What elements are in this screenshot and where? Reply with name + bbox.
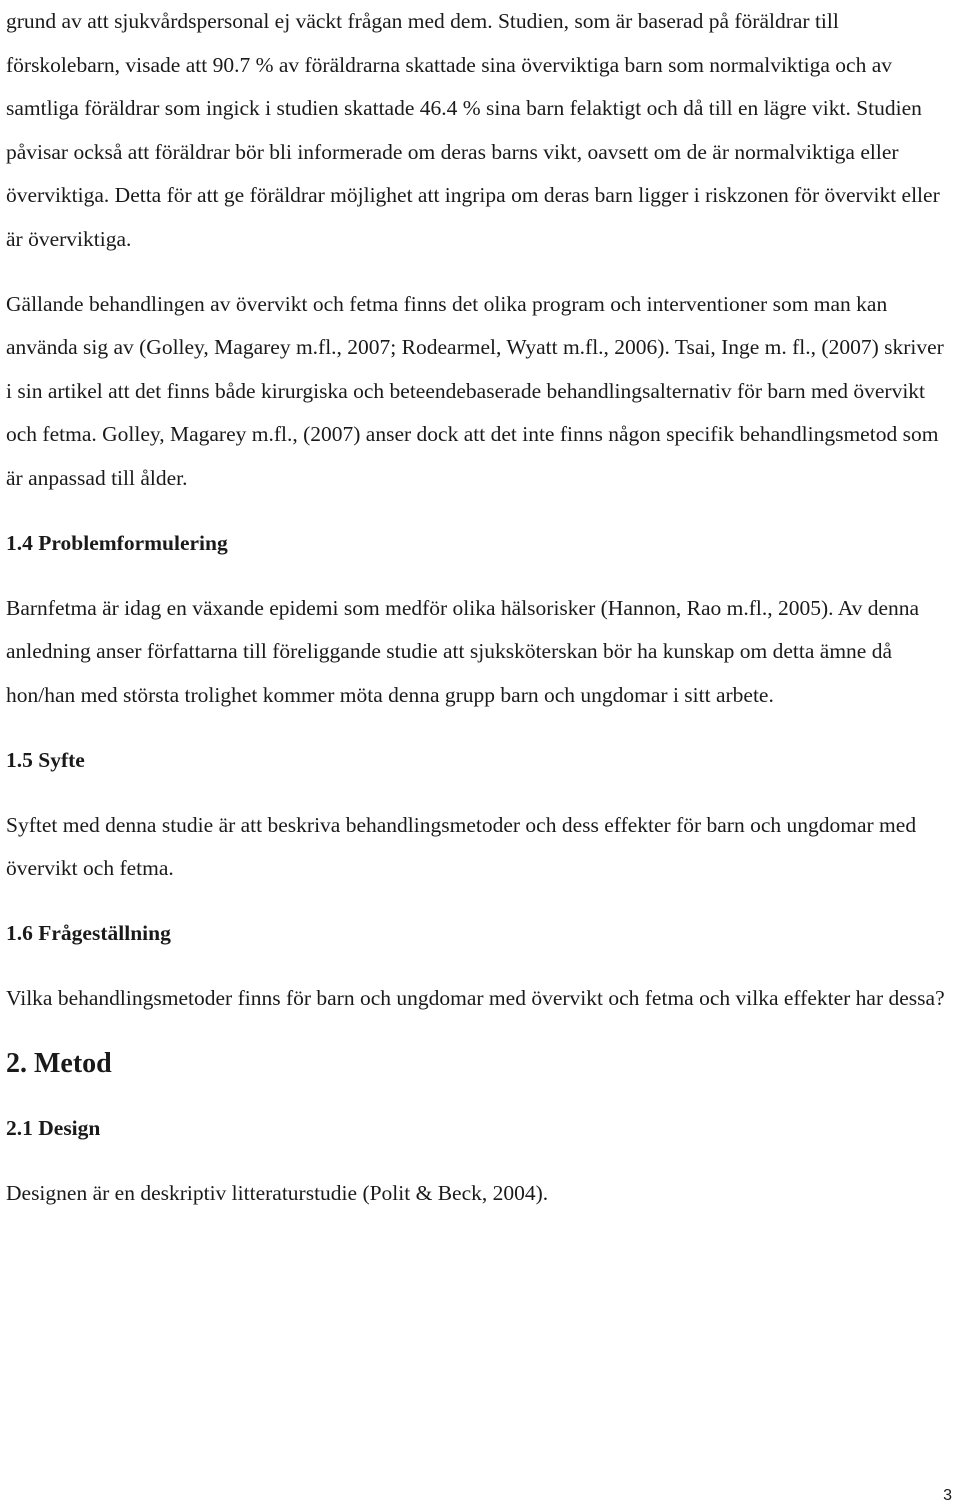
- page-number: 3: [943, 1487, 952, 1504]
- intro-paragraph-1: grund av att sjukvårdspersonal ej väckt frågan med dem. Studien, som är baserad på föräldrar till förskolebarn, visade att 90.7 % av föräldrarna skattade sina överviktiga barn som normalviktiga och av samtliga föräldrar som ingick i studien skattade 46.4 % sina barn felaktigt och då till en lägre vikt. Studien påvisar också att föräldrar bör bli informerade om deras barns vikt, oavsett om de är normalviktiga eller överviktiga. Detta för att ge föräldrar möjlighet att ingripa om deras barn ligger i riskzonen för övervikt eller är överviktiga.: [6, 9, 940, 251]
- section-heading-problemformulering: 1.4 Problemformulering: [6, 530, 228, 555]
- syfte-paragraph: Syftet med denna studie är att beskriva behandlingsmetoder och dess effekter för barn och ungdomar med övervikt och fetma.: [6, 812, 917, 880]
- section-heading-fragestallning: 1.6 Frågeställning: [6, 921, 171, 945]
- intro-paragraph-2: Gällande behandlingen av övervikt och fetma finns det olika program och interventioner som man kan använda sig av (Golley, Magarey m.fl., 2007; Rodearmel, Wyatt m.fl., 2006). Tsai, Inge m. fl., (2007) skriver i sin artikel att det finns både kirurgiska och beteendebaserade behandlingsalternativ för barn med övervikt och fetma. Golley, Magarey m.fl., (2007) anser dock att det inte finns någon specifik behandlingsmetod som är anpassad till ålder.: [6, 291, 944, 490]
- design-paragraph: Designen är en deskriptiv litteraturstudie (Polit & Beck, 2004).: [6, 1181, 549, 1205]
- chapter-heading-metod: 2. Metod: [6, 1048, 112, 1079]
- fragestallning-paragraph: Vilka behandlingsmetoder finns för barn och ungdomar med övervikt och fetma och vilka effekter har dessa?: [6, 986, 945, 1010]
- document-page: [6, 0, 954, 1216]
- section-heading-design: 2.1 Design: [6, 1116, 101, 1140]
- problemformulering-paragraph: Barnfetma är idag en växande epidemi som medför olika hälsorisker (Hannon, Rao m.fl., 2005). Av denna anledning anser författarna till föreliggande studie att sjuksköterskan bör ha kunskap om detta ämne då hon/han med största trolighet kommer möta denna grupp barn och ungdomar i sitt arbete.: [6, 595, 920, 707]
- section-heading-syfte: 1.5 Syfte: [6, 747, 85, 772]
